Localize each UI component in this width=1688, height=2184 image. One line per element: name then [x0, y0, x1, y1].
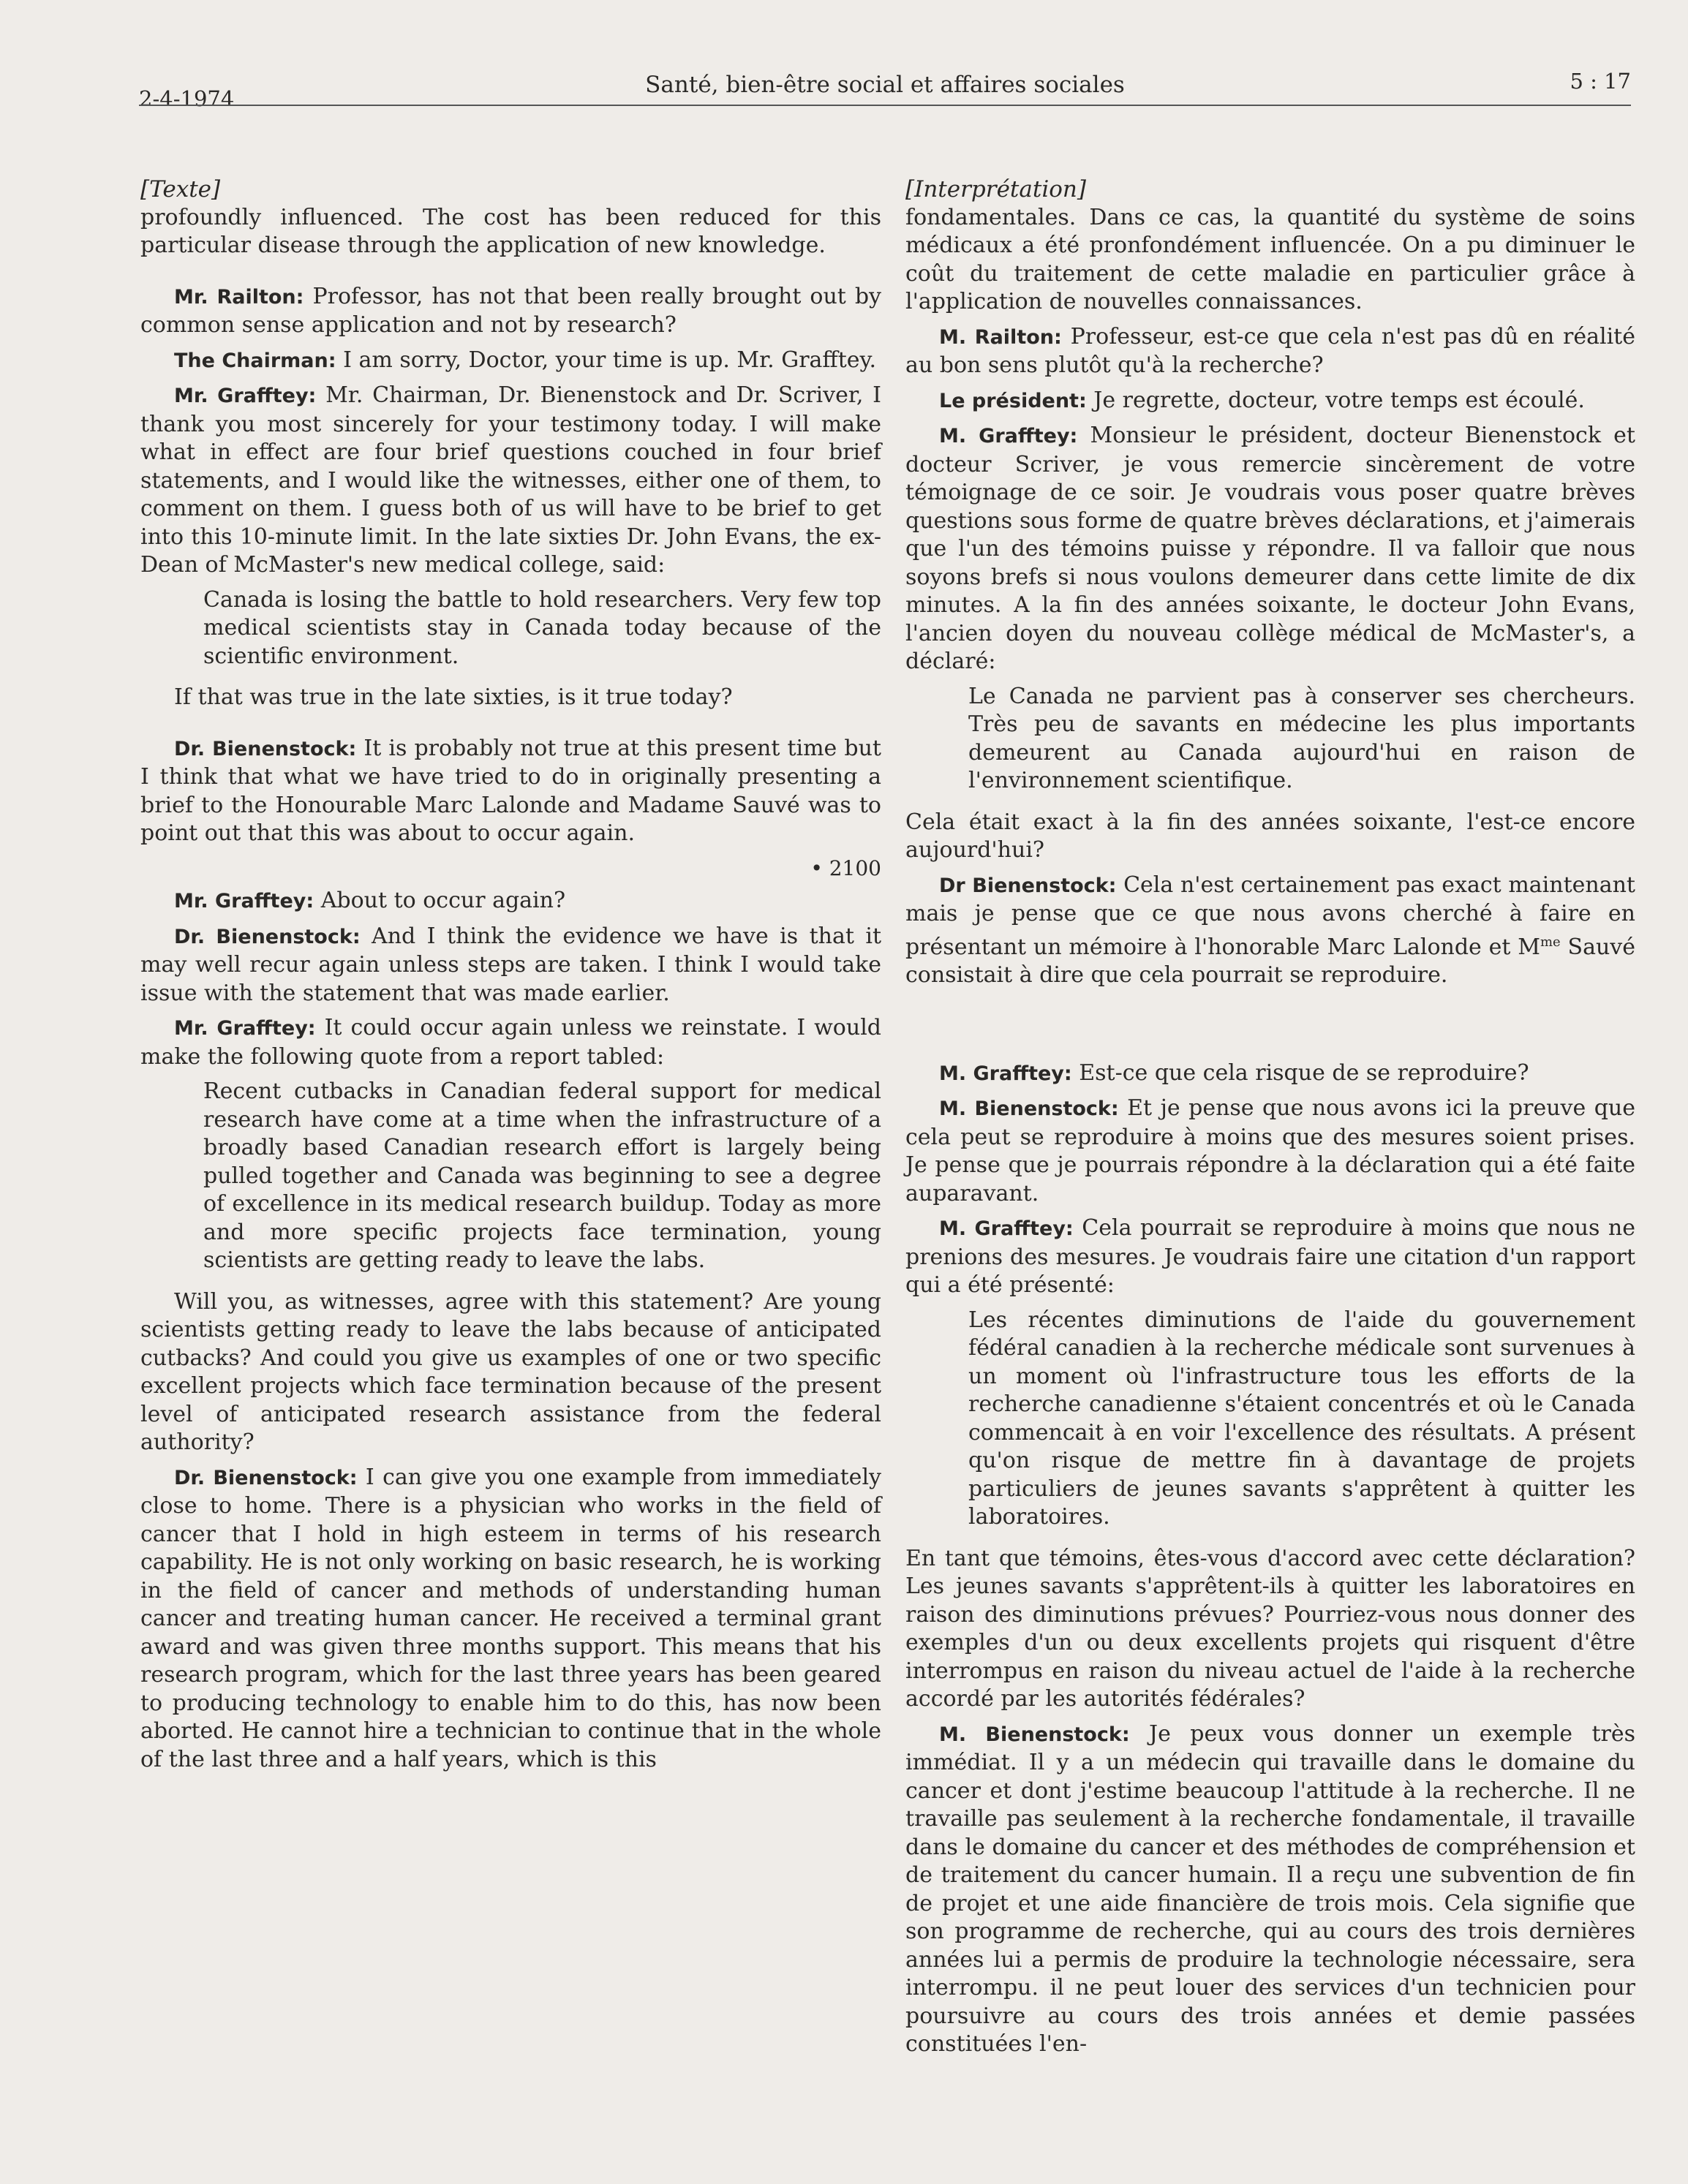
paragraph	[140, 923, 881, 1008]
paragraph: fondamentales. Dans ce cas, la quantité du système de soins médicaux a été pronfondément influencée. On a pu diminuer le coût du traitement de cette maladie en particulier grâce à l'application de nouvelles connaissances.	[905, 204, 1635, 314]
speech: Cela pourrait se reproduire à moins que nous ne prenions des mesures. Je voudrais faire une citation d'un rapport qui a été présenté:	[905, 1215, 1635, 1298]
paragraph	[140, 887, 881, 916]
paragraph	[905, 1720, 1635, 2059]
speech: Professeur, est-ce que cela n'est pas dû en réalité au bon sens plutôt qu'à la recherche?	[905, 323, 1635, 378]
french-column	[905, 175, 1635, 2066]
speaker: M. Grafftey:	[939, 1062, 1072, 1085]
block-quote: Canada is losing the battle to hold researchers. Very few top medical scientists stay in Canada today because of the scientific environment.	[203, 586, 881, 669]
speech: Je regrette, docteur, votre temps est écoulé.	[1086, 387, 1585, 413]
header-page-number: 5 : 17	[1570, 69, 1631, 94]
speaker: M. Grafftey:	[939, 425, 1078, 447]
paragraph	[905, 323, 1635, 380]
header-title: Santé, bien-être social et affaires sociales	[645, 72, 1125, 98]
text-marker: [Texte]	[140, 176, 221, 203]
paragraph	[140, 1464, 881, 1775]
speaker: M. Grafftey:	[939, 1217, 1074, 1240]
speaker: M. Bienenstock:	[939, 1097, 1119, 1120]
paragraph	[905, 1095, 1635, 1208]
speech: About to occur again?	[314, 888, 566, 913]
speech: I am sorry, Doctor, your time is up. Mr. Grafftey.	[336, 347, 877, 373]
superscript: me	[1540, 934, 1561, 950]
speaker: Dr. Bienenstock:	[174, 1466, 358, 1489]
speech: Je peux vous donner un exemple très immédiat. Il y a un médecin qui travaille dans le domaine du cancer et dont j'estime beaucoup l'attitude à la recherche. Il ne travaille pas seulement à la recherche fondamentale, il travaille dans le domaine du cancer et des méthodes de compréhension et de traitement du cancer humain. Il a reçu une subvention de fin de projet et une aide financière de trois mois. Cela signifie que son programme de recherche, qui au cours des trois dernières années lui a permis de produire la technologie nécessaire, sera interrompu. il ne peut louer des services d'un technicien pour poursuivre au cours des trois années et demie passées constituées l'en-	[905, 1720, 1636, 2057]
interpretation-marker: [Interprétation]	[905, 176, 1086, 203]
speaker: Dr. Bienenstock:	[174, 737, 357, 760]
speech: I can give you one example from immediately close to home. There is a physician who works in the field of cancer that I hold in high esteem in terms of his research capability. He is not only working on basic research, he is working in the field of cancer and methods of understanding human cancer and treating human cancer. He received a terminal grant award and was given three months support. This means that his research program, which for the last three years has been geared to producing technology to enable him to do this, has now been aborted. He cannot hire a technician to continue that in the whole of the last three and a half years, which is this	[140, 1464, 881, 1772]
paragraph	[140, 382, 881, 580]
speaker: Mr. Grafftey:	[174, 385, 317, 407]
paragraph	[140, 735, 881, 848]
page-header	[139, 64, 1631, 111]
header-date: 2-4-1974	[139, 86, 235, 111]
speech: Professor, has not that been really brought out by common sense application and not by research?	[140, 283, 881, 338]
paragraph	[140, 347, 881, 376]
paragraph	[140, 1014, 881, 1071]
speaker: Le président:	[939, 389, 1087, 412]
speech: And I think the evidence we have is that it may well recur again unless steps are taken. I think I would take issue with the statement that was made earlier.	[140, 923, 881, 1006]
paragraph: Will you, as witnesses, agree with this statement? Are young scientists getting ready to leave the labs because of anticipated cutbacks? And could you give us examples of one or two specific excellent projects which face termination because of the present level of anticipated research assistance from the federal authority?	[140, 1288, 881, 1455]
paragraph: En tant que témoins, êtes-vous d'accord avec cette déclaration? Les jeunes savants s'apprêtent-ils à quitter les laboratoires en raison des diminutions prévues? Pourriez-vous nous donner des exemples d'un ou deux excellents projets qui risquent d'être interrompus en raison du niveau actuel de l'aide à la recherche accordé par les autorités fédérales?	[905, 1545, 1635, 1712]
speaker: The Chairman:	[174, 349, 336, 372]
speech: Mr. Chairman, Dr. Bienenstock and Dr. Scriver, I thank you most sincerely for your testimony today. I will make what in effect are four brief questions couched in four brief statements, and I would like the witnesses, either one of them, to comment on them. I guess both of us will have to be brief to get into this 10-minute limit. In the late sixties Dr. John Evans, the ex-Dean of McMaster's new medical college, said:	[140, 382, 881, 578]
speaker: M. Bienenstock:	[939, 1723, 1130, 1746]
speaker: M. Railton:	[939, 325, 1062, 349]
english-column	[140, 175, 881, 1780]
speech: Et je pense que nous avons ici la preuve que cela peut se reproduire à moins que des mesures soient prises. Je pense que je pourrais répondre à la déclaration qui a été faite auparavant.	[905, 1095, 1635, 1206]
speaker: Mr. Grafftey:	[174, 890, 314, 912]
paragraph	[905, 872, 1635, 990]
paragraph: If that was true in the late sixties, is it true today?	[174, 684, 733, 710]
paragraph	[905, 1059, 1635, 1089]
paragraph	[905, 1214, 1635, 1300]
speaker: Dr Bienenstock:	[939, 874, 1117, 897]
block-quote: Le Canada ne parvient pas à conserver ses chercheurs. Très peu de savants en médecine les plus importants demeurent au Canada aujourd'hui en raison de l'environnement scientifique.	[968, 683, 1635, 793]
speech: Sauvé consistait à dire que cela pourrait se reproduire.	[905, 934, 1635, 988]
time-marker: • 2100	[810, 855, 881, 880]
speech: It could occur again unless we reinstate. I would make the following quote from a report tabled:	[140, 1015, 881, 1070]
speaker: Dr. Bienenstock:	[174, 925, 361, 948]
speech: Cela n'est certainement pas exact maintenant mais je pense que ce que nous avons cherché à faire en présentant un mémoire à l'honorable Marc Lalonde et M	[905, 872, 1635, 960]
speech: Est-ce que cela risque de se reproduire?	[1071, 1059, 1529, 1086]
paragraph	[905, 387, 1635, 416]
speech: Monsieur le président, docteur Bienenstock et docteur Scriver, je vous remercie sincèrement de votre témoignage de ce soir. Je voudrais vous poser quatre brèves questions sous forme de quatre brèves déclarations, et j'aimerais que l'un des témoins puisse y répondre. Il va falloir que nous soyons brefs si nous voulons demeurer dans cette limite de dix minutes. A la fin des années soixante, le docteur John Evans, l'ancien doyen du nouveau collège médical de McMaster's, a déclaré:	[905, 423, 1635, 674]
paragraph: Cela était exact à la fin des années soixante, l'est-ce encore aujourd'hui?	[905, 809, 1635, 863]
paragraph	[905, 422, 1635, 676]
header-rule	[139, 105, 1631, 106]
block-quote: Les récentes diminutions de l'aide du gouvernement fédéral canadien à la recherche médicale sont survenues à un moment où l'infrastructure tous les efforts de la recherche canadienne s'étaient concentrés et où le Canada commencait à en voir l'excellence des résultats. A présent qu'on risque de mettre fin à davantage de projets particuliers de jeunes savants s'apprêtent à quitter les laboratoires.	[968, 1307, 1635, 1530]
speaker: Mr. Grafftey:	[174, 1017, 316, 1040]
block-quote: Recent cutbacks in Canadian federal support for medical research have come at a time when the infrastructure of a broadly based Canadian research effort is largely being pulled together and Canada was beginning to see a degree of excellence in its medical research buildup. Today as more and more specific projects face termination, young scientists are getting ready to leave the labs.	[203, 1078, 881, 1273]
speech: It is probably not true at this present time but I think that what we have tried to do in originally presenting a brief to the Honourable Marc Lalonde and Madame Sauvé was to point out that this was about to occur again.	[140, 735, 881, 846]
paragraph	[140, 283, 881, 340]
paragraph: profoundly influenced. The cost has been reduced for this particular disease through the application of new knowledge.	[140, 204, 881, 258]
speaker: Mr. Railton:	[174, 285, 304, 309]
